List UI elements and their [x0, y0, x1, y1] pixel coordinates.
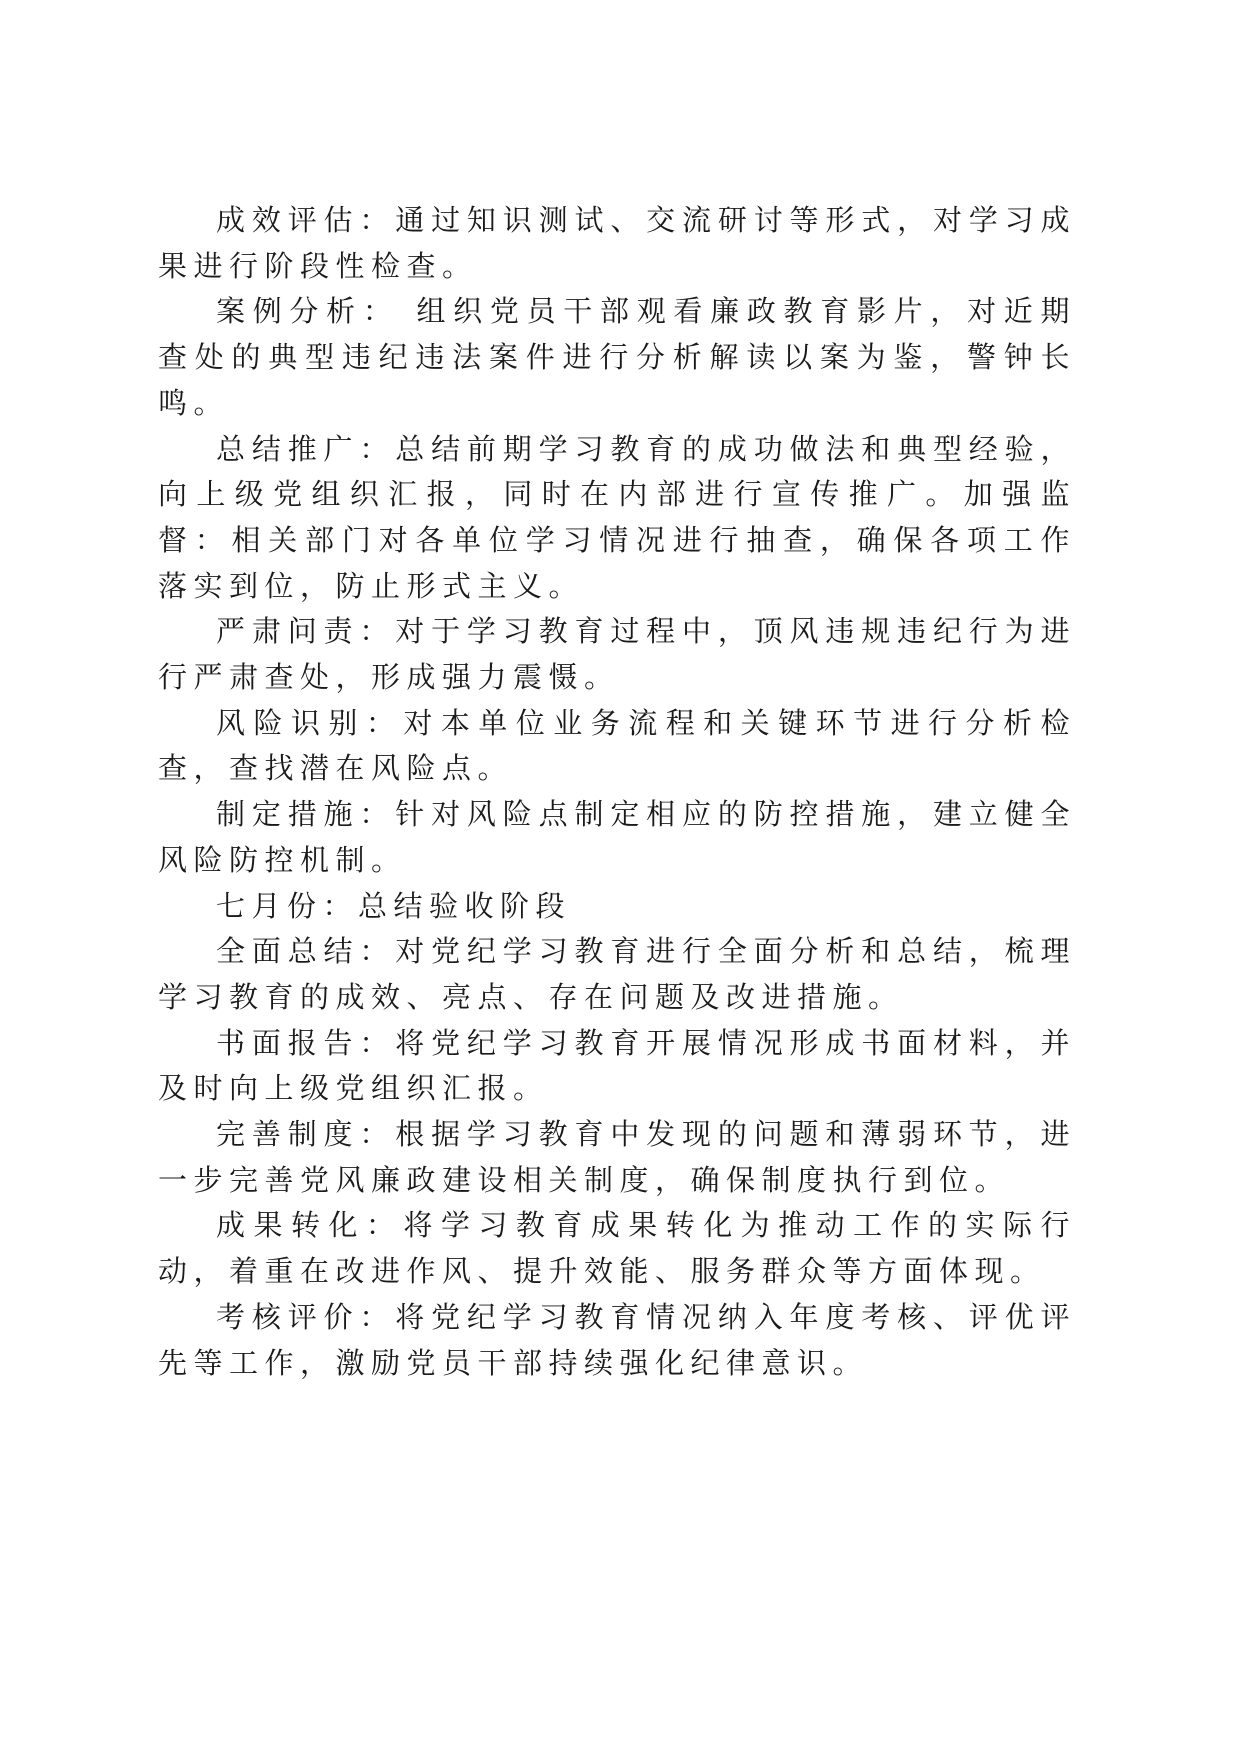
document-body — [158, 198, 1076, 1386]
paragraph-strict-accountability: 严肃问责：对于学习教育过程中，顶风违规违纪行为进行严肃查处，形成强力震慑。 — [158, 614, 1076, 695]
paragraph-effect-evaluation: 成效评估：通过知识测试、交流研讨等形式，对学习成果进行阶段性检查。 — [158, 203, 1076, 283]
paragraph-case-analysis: 案例分析： 组织党员干部观看廉政教育影片，对近期查处的典型违纪违法案件进行分析解读以案为鉴，警钟长鸣。 — [158, 294, 1076, 420]
paragraph-risk-identification: 风险识别：对本单位业务流程和关键环节进行分析检查，查找潜在风险点。 — [158, 705, 1076, 786]
paragraph-comprehensive-summary: 全面总结：对党纪学习教育进行全面分析和总结，梳理学习教育的成效、亮点、存在问题及改进措施。 — [158, 934, 1076, 1014]
paragraph-written-report: 书面报告：将党纪学习教育开展情况形成书面材料，并及时向上级党组织汇报。 — [158, 1025, 1076, 1106]
paragraph-measures: 制定措施：针对风险点制定相应的防控措施，建立健全风险防控机制。 — [158, 797, 1076, 877]
paragraph-improve-system: 完善制度：根据学习教育中发现的问题和薄弱环节，进一步完善党风廉政建设相关制度，确保制度执行到位。 — [158, 1117, 1076, 1197]
paragraph-results-transformation: 成果转化：将学习教育成果转化为推动工作的实际行动，着重在改进作风、提升效能、服务群众等方面体现。 — [158, 1208, 1076, 1289]
paragraph-july-stage-heading: 七月份：总结验收阶段 — [216, 888, 572, 923]
paragraph-summary-promotion: 总结推广：总结前期学习教育的成功做法和典型经验，向上级党组织汇报，同时在内部进行宣传推广。加强监督：相关部门对各单位学习情况进行抽查，确保各项工作落实到位，防止形式主义。 — [158, 431, 1076, 603]
paragraph-assessment: 考核评价：将党纪学习教育情况纳入年度考核、评优评先等工作，激励党员干部持续强化纪律意识。 — [158, 1299, 1076, 1380]
